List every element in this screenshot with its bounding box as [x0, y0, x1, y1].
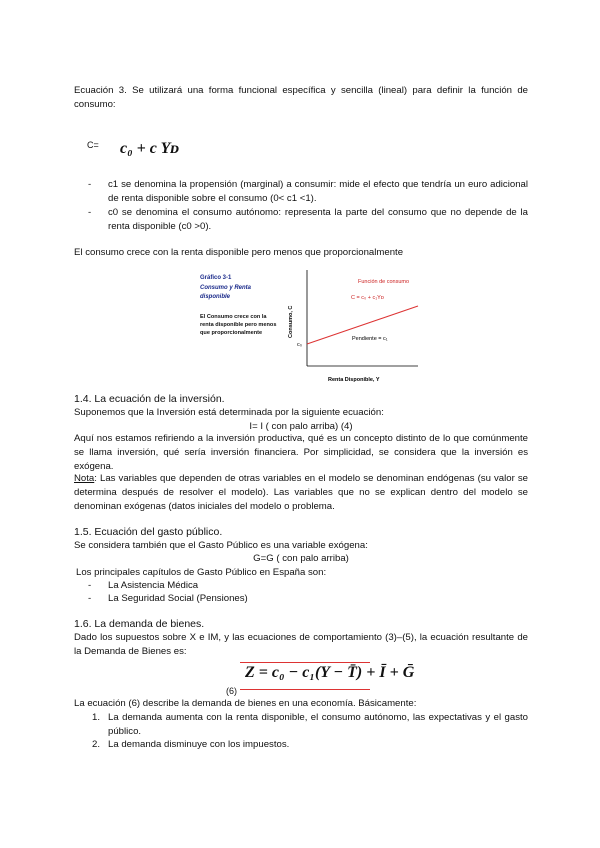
bullet-propensity [88, 178, 528, 206]
slope-label: Pendiente = c₁ [352, 336, 388, 342]
x-axis-label: Renta Disponible, Y [328, 377, 380, 383]
demand-intro: Dado los supuestos sobre X e IM, y las ecuaciones de comportamiento (3)–(5), la ecuación resultante de la Demanda de Bienes es: [74, 632, 528, 657]
point-text: La demanda disminuye con los impuestos. [108, 739, 290, 750]
public-spending-intro: Se considera también que el Gasto Público es una variable exógena: [74, 540, 368, 551]
bullet-dash: - [88, 179, 92, 190]
figure-caption: El Consumo crece con la renta disponible pero menos que proporcionalmente [200, 314, 277, 336]
bullet-text: La Seguridad Social (Pensiones) [108, 593, 248, 604]
list-item [88, 579, 528, 593]
bullet-text: c1 se denomina la propensión (marginal) a consumir: mide el efecto que tendría un euro adicional de renta disponible sobre el consumo (0< c1 <1). [108, 179, 528, 204]
equation-rule-bottom [240, 689, 370, 690]
point-text: La demanda aumenta con la renta disponible, el consumo autónomo, las expectativas y el gasto público. [108, 712, 528, 737]
investment-intro: Suponemos que la Inversión está determinada por la siguiente ecuación: [74, 407, 384, 418]
demand-equation: Z = c₀ − c₁(Y − T̄) + Ī + Ḡ [245, 664, 415, 681]
public-spending-equation: G=G ( con palo arriba) [253, 553, 349, 564]
list-item [92, 711, 528, 739]
note-text: : Las variables que dependen de otras variables en el modelo se denominan endógenas (su valor se determina después de resolver el modelo). Las variables que no se explican dentro del modelo se denominan exógenas (datos iniciales del modelo o problema. [74, 473, 528, 512]
list-item [88, 592, 528, 606]
function-label: Función de consumo [358, 279, 410, 285]
bullet-text: La Asistencia Médica [108, 580, 199, 591]
bullet-dash: - [88, 580, 92, 591]
equation-number: (6) [226, 686, 237, 696]
investment-note [74, 472, 528, 514]
figure-subtitle: Consumo y Renta disponible [200, 285, 252, 300]
bullet-dash: - [88, 207, 92, 218]
bullet-autonomous [88, 206, 528, 234]
bullet-dash: - [88, 593, 92, 604]
note-label: Nota [74, 473, 95, 484]
investment-heading: 1.4. La ecuación de la inversión. [74, 393, 225, 405]
demand-heading: 1.6. La demanda de bienes. [74, 618, 205, 630]
equation-rule-top [240, 662, 370, 663]
figure-title: Gráfico 3-1 [200, 275, 232, 281]
public-spending-heading: 1.5. Ecuación del gasto público. [74, 526, 223, 538]
point-number: 1. [92, 712, 101, 723]
function-formula: C = c₀ + c₁Yᴅ [351, 295, 384, 301]
consumption-figure [196, 268, 422, 386]
y-axis-label: Consumo, C [288, 305, 294, 338]
point-number: 2. [92, 739, 101, 750]
demand-after: La ecuación (6) describe la demanda de bienes en una economía. Básicamente: [74, 698, 417, 709]
growth-sentence: El consumo crece con la renta disponible pero menos que proporcionalmente [74, 247, 404, 258]
intercept-label: c₀ [297, 342, 303, 348]
public-spending-list-intro: Los principales capítulos de Gasto Público en España son: [76, 567, 327, 578]
consumption-chart [196, 268, 422, 386]
equation-lhs: C= [87, 140, 99, 150]
equation-formula: c₀ + c Yᴅ [120, 140, 179, 157]
investment-equation: I= I ( con palo arriba) (4) [249, 421, 353, 432]
list-item [92, 738, 528, 752]
investment-body: Aquí nos estamos refiriendo a la inversión productiva, qué es un concepto distinto de lo que comúnmente se llama inversión, qué sería inversión financiera. Por simplicidad, se considera que la inversión es exógena. [74, 433, 528, 472]
intro-paragraph: Ecuación 3. Se utilizará una forma funcional específica y sencilla (lineal) para definir la función de consumo: [74, 85, 528, 110]
bullet-text: c0 se denomina el consumo autónomo: representa la parte del consumo que no depende de la renta disponible (c0 >0). [108, 207, 528, 232]
